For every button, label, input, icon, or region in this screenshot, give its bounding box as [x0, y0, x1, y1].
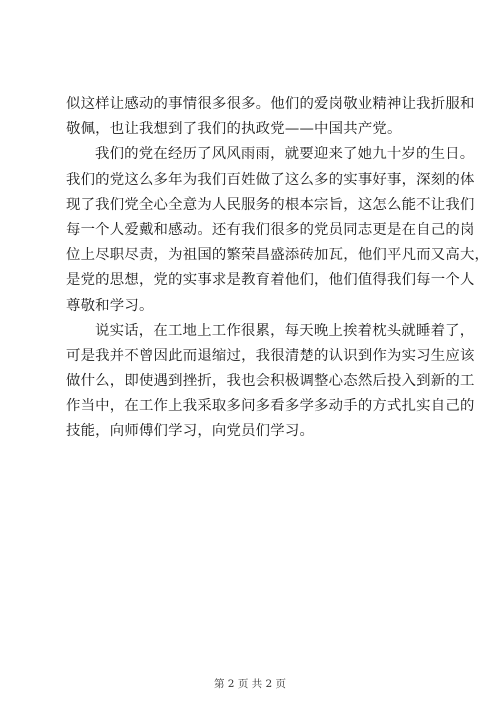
- text-line: 作当中，在工作上我采取多问多看多学多动手的方式扎实自己的: [66, 398, 475, 415]
- text-line: 位上尽职尽责，为祖国的繁荣昌盛添砖加瓦，他们平凡而又高大，: [66, 247, 490, 264]
- text-line: 是党的思想，党的实事求是教育着他们，他们值得我们每一个人: [66, 272, 475, 289]
- paragraph-start-line: 我们的党在经历了风风雨雨，就要迎来了她九十岁的生日。: [95, 146, 475, 163]
- text-line: 尊敬和学习。: [66, 297, 154, 314]
- text-line: 可是我并不曾因此而退缩过，我很清楚的认识到作为实习生应该: [66, 347, 475, 364]
- text-line: 敬佩，也让我想到了我们的执政党——中国共产党。: [66, 121, 402, 138]
- text-line: 我们的党这么多年为我们百姓做了这么多的实事好事，深刻的体: [66, 171, 475, 188]
- text-line: 技能，向师傅们学习，向党员们学习。: [66, 423, 315, 440]
- paragraph-start-line: 说实话，在工地上工作很累，每天晚上挨着枕头就睡着了，: [95, 322, 475, 339]
- text-line: 现了我们党全心全意为人民服务的根本宗旨，这怎么能不让我们: [66, 196, 475, 213]
- text-line: 每一个人爱戴和感动。还有我们很多的党员同志更是在自己的岗: [66, 221, 475, 238]
- document-body: [66, 92, 490, 445]
- text-line: 做什么，即使遇到挫折，我也会积极调整心态然后投入到新的工: [66, 373, 475, 390]
- page-number-footer: 第 2 页 共 2 页: [213, 678, 287, 690]
- text-line: 似这样让感动的事情很多很多。他们的爱岗敬业精神让我折服和: [66, 96, 475, 112]
